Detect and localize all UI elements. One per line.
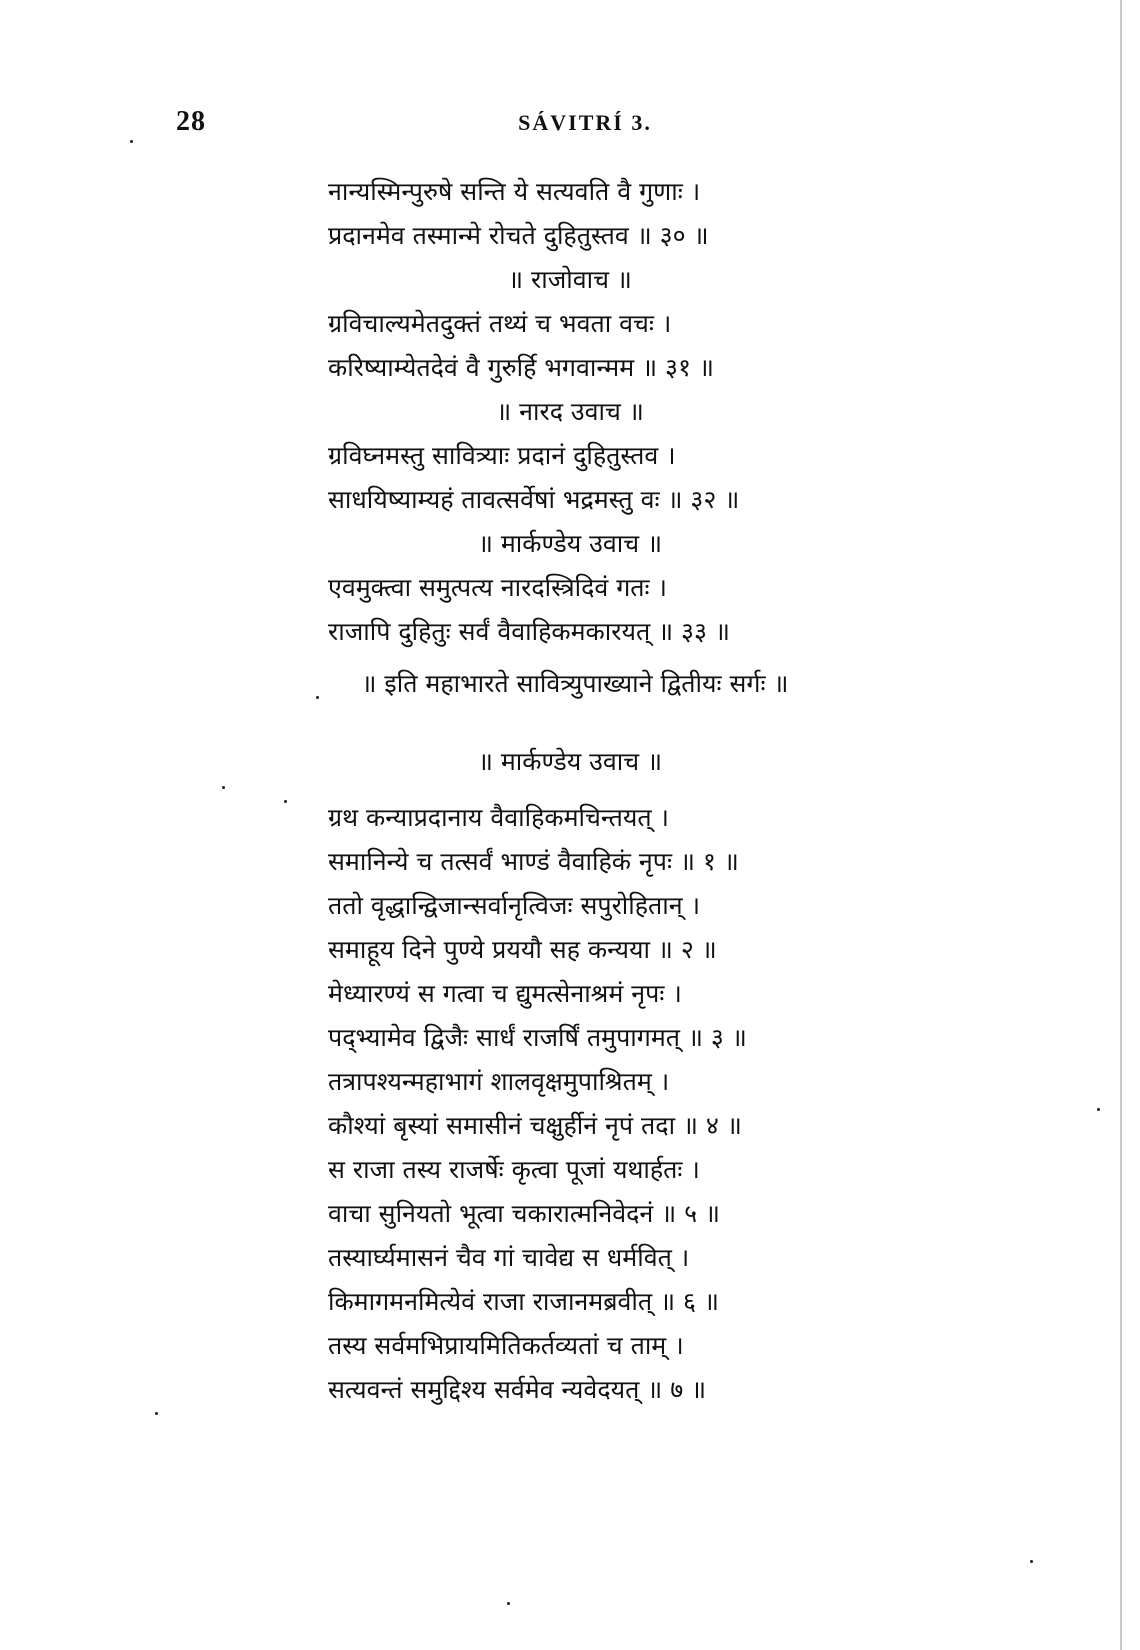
- verse-line: एवमुक्त्वा समुत्पत्य नारदस्त्रिदिवं गतः ।: [328, 573, 668, 602]
- scan-speck: [316, 696, 319, 699]
- verse-line: नान्यस्मिन्पुरुषे सन्ति ये सत्यवति वै गुणाः ।: [328, 177, 701, 206]
- page-edge: [1120, 0, 1122, 1650]
- scan-speck: [1097, 1108, 1100, 1111]
- running-head: SÁVITRÍ 3.: [518, 110, 652, 135]
- scan-speck: [222, 786, 225, 789]
- verse-line: राजापि दुहितुः सर्वं वैवाहिकमकारयत् ॥ ३३ ॥: [328, 617, 730, 646]
- verse-line: किमागमनमित्येवं राजा राजानमब्रवीत् ॥ ६ ॥: [328, 1287, 719, 1316]
- verse-line: साधयिष्याम्यहं तावत्सर्वेषां भद्रमस्तु वः ॥ ३२ ॥: [328, 485, 740, 514]
- scan-speck: [1030, 1560, 1033, 1563]
- verse-line: तत्रापश्यन्महाभागं शालवृक्षमुपाश्रितम् ।: [328, 1067, 670, 1096]
- verse-line: करिष्याम्येतदेवं वै गुरुर्हि भगवान्मम ॥ ३१ ॥: [328, 353, 714, 382]
- scan-speck: [130, 140, 133, 143]
- scan-speck: [284, 800, 287, 803]
- verse-line: ग्रविघ्नमस्तु सावित्र्याः प्रदानं दुहितुस्तव ।: [328, 441, 676, 470]
- verse-line: प्रदानमेव तस्मान्मे रोचते दुहितुस्तव ॥ ३० ॥: [328, 221, 709, 250]
- verse-line: समाहूय दिने पुण्ये प्रययौ सह कन्यया ॥ २ ॥: [328, 935, 717, 964]
- verse-line: स राजा तस्य राजर्षेः कृत्वा पूजां यथार्हतः ।: [328, 1155, 700, 1184]
- verse-line: समानिन्ये च तत्सर्वं भाण्डं वैवाहिकं नृपः ॥ १ ॥: [328, 847, 739, 876]
- verse-line: ग्रथ कन्याप्रदानाय वैवाहिकमचिन्तयत् ।: [328, 803, 669, 832]
- colophon-line: ॥ इति महाभारते सावित्र्युपाख्याने द्वितीयः सर्गः ॥: [361, 669, 789, 698]
- verse-line: मेध्यारण्यं स गत्वा च द्युमत्सेनाश्रमं नृपः ।: [328, 979, 682, 1008]
- verse-line: ग्रविचाल्यमेतदुक्तं तथ्यं च भवता वचः ।: [328, 309, 672, 338]
- scan-speck: [507, 1602, 510, 1605]
- speaker-heading: ॥ राजोवाच ॥: [508, 265, 632, 294]
- verse-line: वाचा सुनियतो भूत्वा चकारात्मनिवेदनं ॥ ५ ॥: [328, 1199, 721, 1228]
- verse-line: पद्भ्यामेव द्विजैः सार्धं राजर्षिं तमुपागमत् ॥ ३ ॥: [328, 1023, 747, 1052]
- speaker-heading: ॥ मार्कण्डेय उवाच ॥: [477, 747, 663, 776]
- verse-line: सत्यवन्तं समुद्दिश्य सर्वमेव न्यवेदयत् ॥ ७ ॥: [328, 1375, 707, 1404]
- verse-line: तस्य सर्वमभिप्रायमितिकर्तव्यतां च ताम् ।: [328, 1331, 684, 1360]
- verse-line: ततो वृद्धान्द्विजान्सर्वानृत्विजः सपुरोहितान् ।: [328, 891, 701, 920]
- verse-line: कौश्यां बृस्यां समासीनं चक्षुर्हीनं नृपं तदा ॥ ४ ॥: [328, 1111, 742, 1140]
- verse-line: तस्यार्घ्यमासनं चैव गां चावेद्य स धर्मवित् ।: [328, 1243, 690, 1272]
- page-number: 28: [176, 106, 206, 137]
- speaker-heading: ॥ नारद उवाच ॥: [496, 397, 644, 426]
- speaker-heading: ॥ मार्कण्डेय उवाच ॥: [477, 529, 663, 558]
- scan-speck: [155, 1412, 158, 1415]
